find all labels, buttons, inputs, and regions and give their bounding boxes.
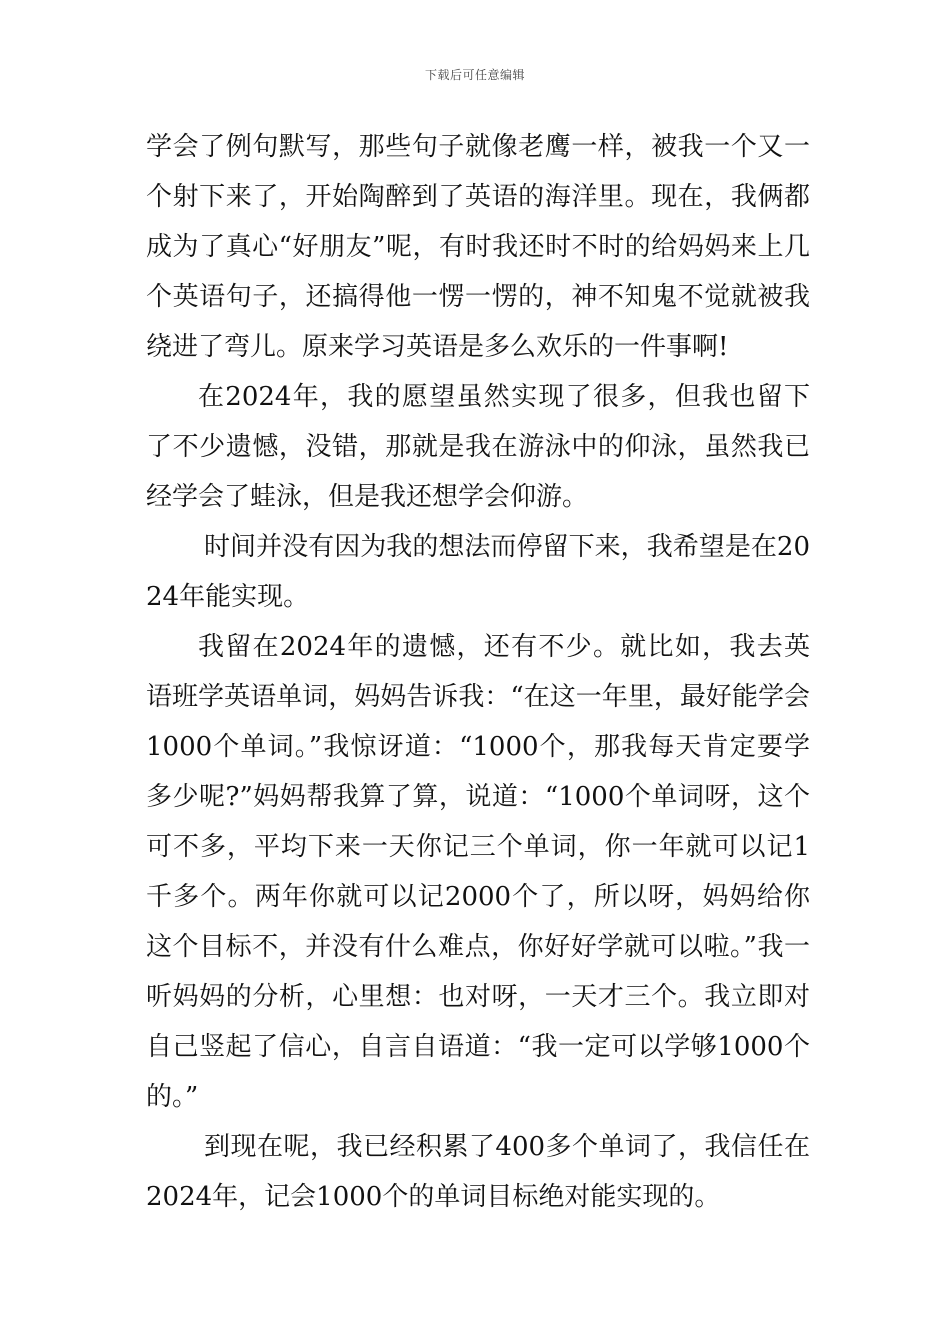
- document-body: [146, 122, 810, 1222]
- paragraph-1: 学会了例句默写，那些句子就像老鹰一样，被我一个又一个射下来了，开始陶醉到了英语的海洋里。现在，我俩都成为了真心“好朋友”呢，有时我还时不时的给妈妈来上几个英语句子，还搞得他一愣一愣的，神不知鬼不觉就被我绕进了弯儿。原来学习英语是多么欢乐的一件事啊!: [146, 132, 810, 362]
- paragraph-3: 时间并没有因为我的想法而停留下来，我希望是在2024年能实现。: [146, 532, 810, 612]
- paragraph-2: 在2024年，我的愿望虽然实现了很多，但我也留下了不少遗憾，没错，那就是我在游泳中的仰泳，虽然我已经学会了蛙泳，但是我还想学会仰游。: [146, 382, 810, 512]
- paragraph-5: 到现在呢，我已经积累了400多个单词了，我信任在2024年，记会1000个的单词目标绝对能实现的。: [146, 1132, 810, 1212]
- page-header-note: 下载后可任意编辑: [424, 68, 525, 82]
- paragraph-4: 我留在2024年的遗憾，还有不少。就比如，我去英语班学英语单词，妈妈告诉我：“在这一年里，最好能学会1000个单词。”我惊讶道：“1000个，那我每天肯定要学多少呢?”妈妈帮我算了算，说道：“1000个单词呀，这个可不多，平均下来一天你记三个单词，你一年就可以记1千多个。两年你就可以记2000个了，所以呀，妈妈给你这个目标不，并没有什么难点，你好好学就可以啦。”我一听妈妈的分析，心里想：也对呀，一天才三个。我立即对自己竖起了信心，自言自语道：“我一定可以学够1000个的。”: [146, 632, 810, 1112]
